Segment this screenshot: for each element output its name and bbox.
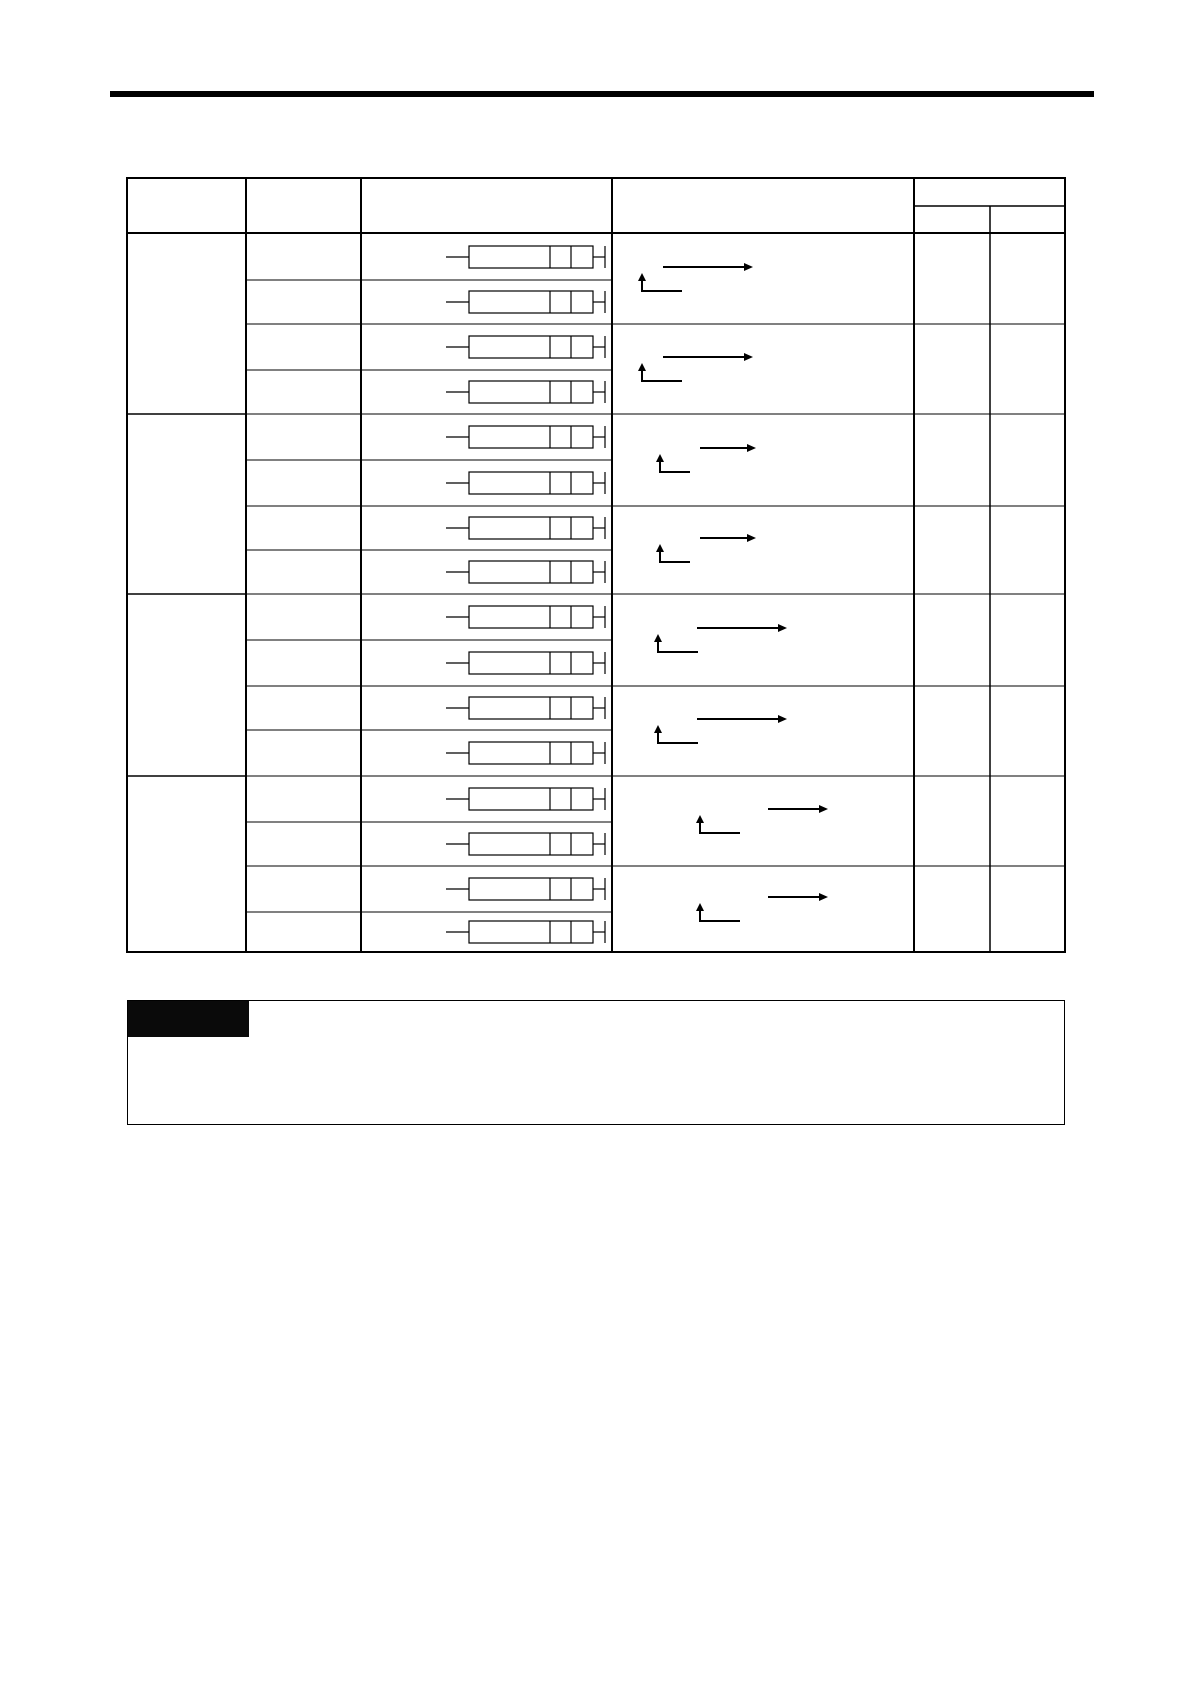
ladder-symbol bbox=[446, 921, 605, 943]
ladder-symbol bbox=[446, 336, 605, 358]
table-grid-lines bbox=[127, 178, 1065, 952]
operation-diagram bbox=[696, 805, 828, 833]
ladder-symbol bbox=[446, 652, 605, 674]
ladder-symbol bbox=[446, 381, 605, 403]
operation-diagram bbox=[696, 893, 828, 921]
operation-diagram bbox=[656, 534, 756, 562]
ladder-symbol bbox=[446, 606, 605, 628]
ladder-symbol bbox=[446, 561, 605, 583]
note-box bbox=[127, 1000, 1065, 1125]
ladder-symbol bbox=[446, 517, 605, 539]
ladder-symbol bbox=[446, 742, 605, 764]
table-border bbox=[127, 178, 1065, 952]
ladder-symbol bbox=[446, 833, 605, 855]
operation-diagram bbox=[656, 444, 756, 472]
operation-diagram bbox=[654, 715, 787, 743]
operation-diagram bbox=[638, 353, 753, 381]
operation-diagrams bbox=[638, 263, 828, 921]
ladder-symbol bbox=[446, 246, 605, 268]
ladder-symbol bbox=[446, 426, 605, 448]
ladder-symbol bbox=[446, 697, 605, 719]
ladder-symbol bbox=[446, 878, 605, 900]
operation-diagram bbox=[638, 263, 753, 291]
ladder-symbol bbox=[446, 291, 605, 313]
operation-diagram bbox=[654, 624, 787, 652]
ladder-symbol bbox=[446, 788, 605, 810]
note-label-tab bbox=[128, 1001, 249, 1037]
ladder-symbol bbox=[446, 472, 605, 494]
